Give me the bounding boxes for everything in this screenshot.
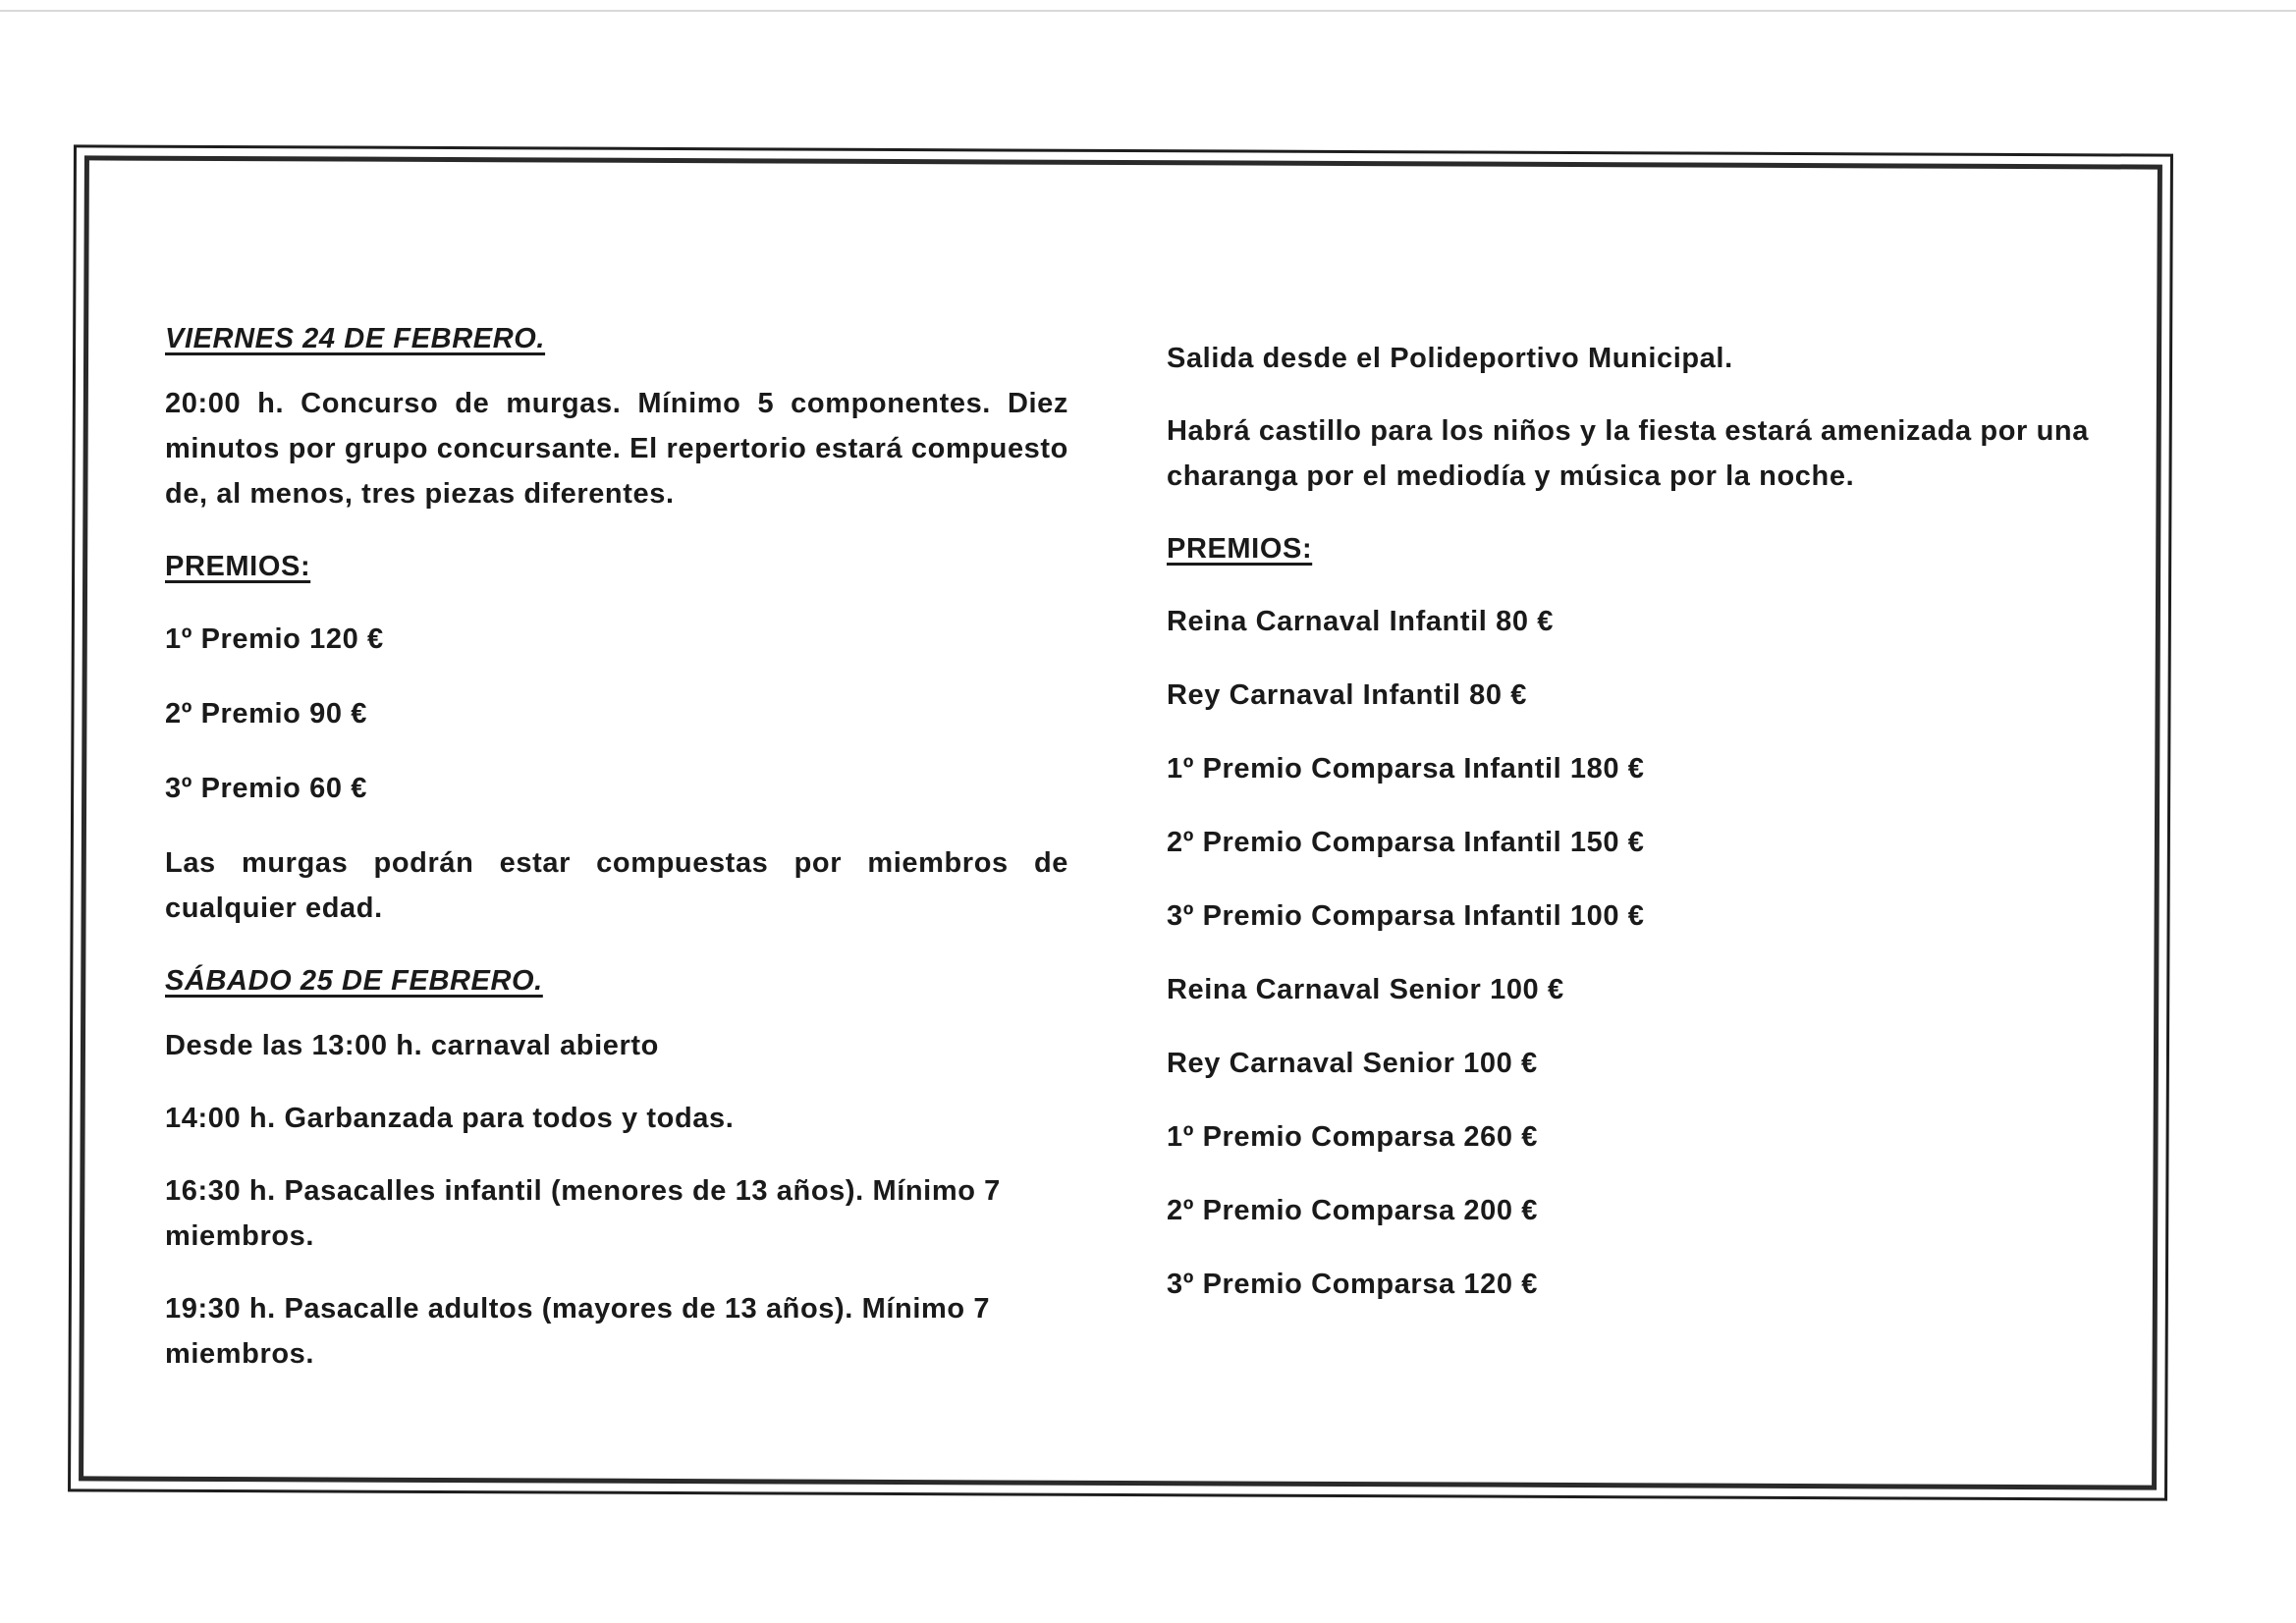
prize-item: 1º Premio 120 € (165, 623, 384, 655)
event-item: 16:30 h. Pasacalles infantil (menores de 13 años). Mínimo 7 miembros. (165, 1175, 1001, 1252)
prize-item: 3º Premio 60 € (165, 773, 367, 804)
murgas-contest-paragraph: 20:00 h. Concurso de murgas. Mínimo 5 componentes. Diez minutos por grupo concursante. El repertorio estará compuesto de, al menos, tres piezas diferentes. (165, 388, 1068, 510)
prize-item: Rey Carnaval Senior 100 € (1167, 1048, 1538, 1079)
prize-item: Reina Carnaval Senior 100 € (1167, 974, 1564, 1005)
prize-item: 2º Premio Comparsa Infantil 150 € (1167, 827, 1645, 858)
prize-item: 2º Premio Comparsa 200 € (1167, 1195, 1539, 1226)
premios-heading-left: PREMIOS: (165, 551, 311, 582)
prize-item: 3º Premio Comparsa Infantil 100 € (1167, 900, 1645, 932)
salida-paragraph: Salida desde el Polideportivo Municipal. (1167, 343, 1733, 374)
event-item: 19:30 h. Pasacalle adultos (mayores de 13 años). Mínimo 7 miembros. (165, 1293, 991, 1370)
event-item: 14:00 h. Garbanzada para todos y todas. (165, 1103, 735, 1134)
prize-item: Rey Carnaval Infantil 80 € (1167, 679, 1527, 711)
left-column (165, 316, 1068, 1404)
top-scan-line (0, 10, 2296, 12)
premios-heading-right: PREMIOS: (1167, 533, 1313, 565)
prize-item: Reina Carnaval Infantil 80 € (1167, 606, 1554, 637)
prize-item: 1º Premio Comparsa Infantil 180 € (1167, 753, 1645, 784)
castillo-paragraph: Habrá castillo para los niños y la fiesta estará amenizada por una charanga por el mediodía y música por la noche. (1167, 415, 2089, 492)
sabado-heading: SÁBADO 25 DE FEBRERO. (165, 965, 543, 997)
viernes-heading: VIERNES 24 DE FEBRERO. (165, 323, 546, 354)
right-column (1167, 336, 2109, 1335)
murgas-note-paragraph: Las murgas podrán estar compuestas por miembros de cualquier edad. (165, 847, 1068, 924)
prize-item: 3º Premio Comparsa 120 € (1167, 1269, 1539, 1300)
event-item: Desde las 13:00 h. carnaval abierto (165, 1030, 659, 1061)
prize-item: 1º Premio Comparsa 260 € (1167, 1121, 1539, 1153)
prize-item: 2º Premio 90 € (165, 698, 367, 730)
